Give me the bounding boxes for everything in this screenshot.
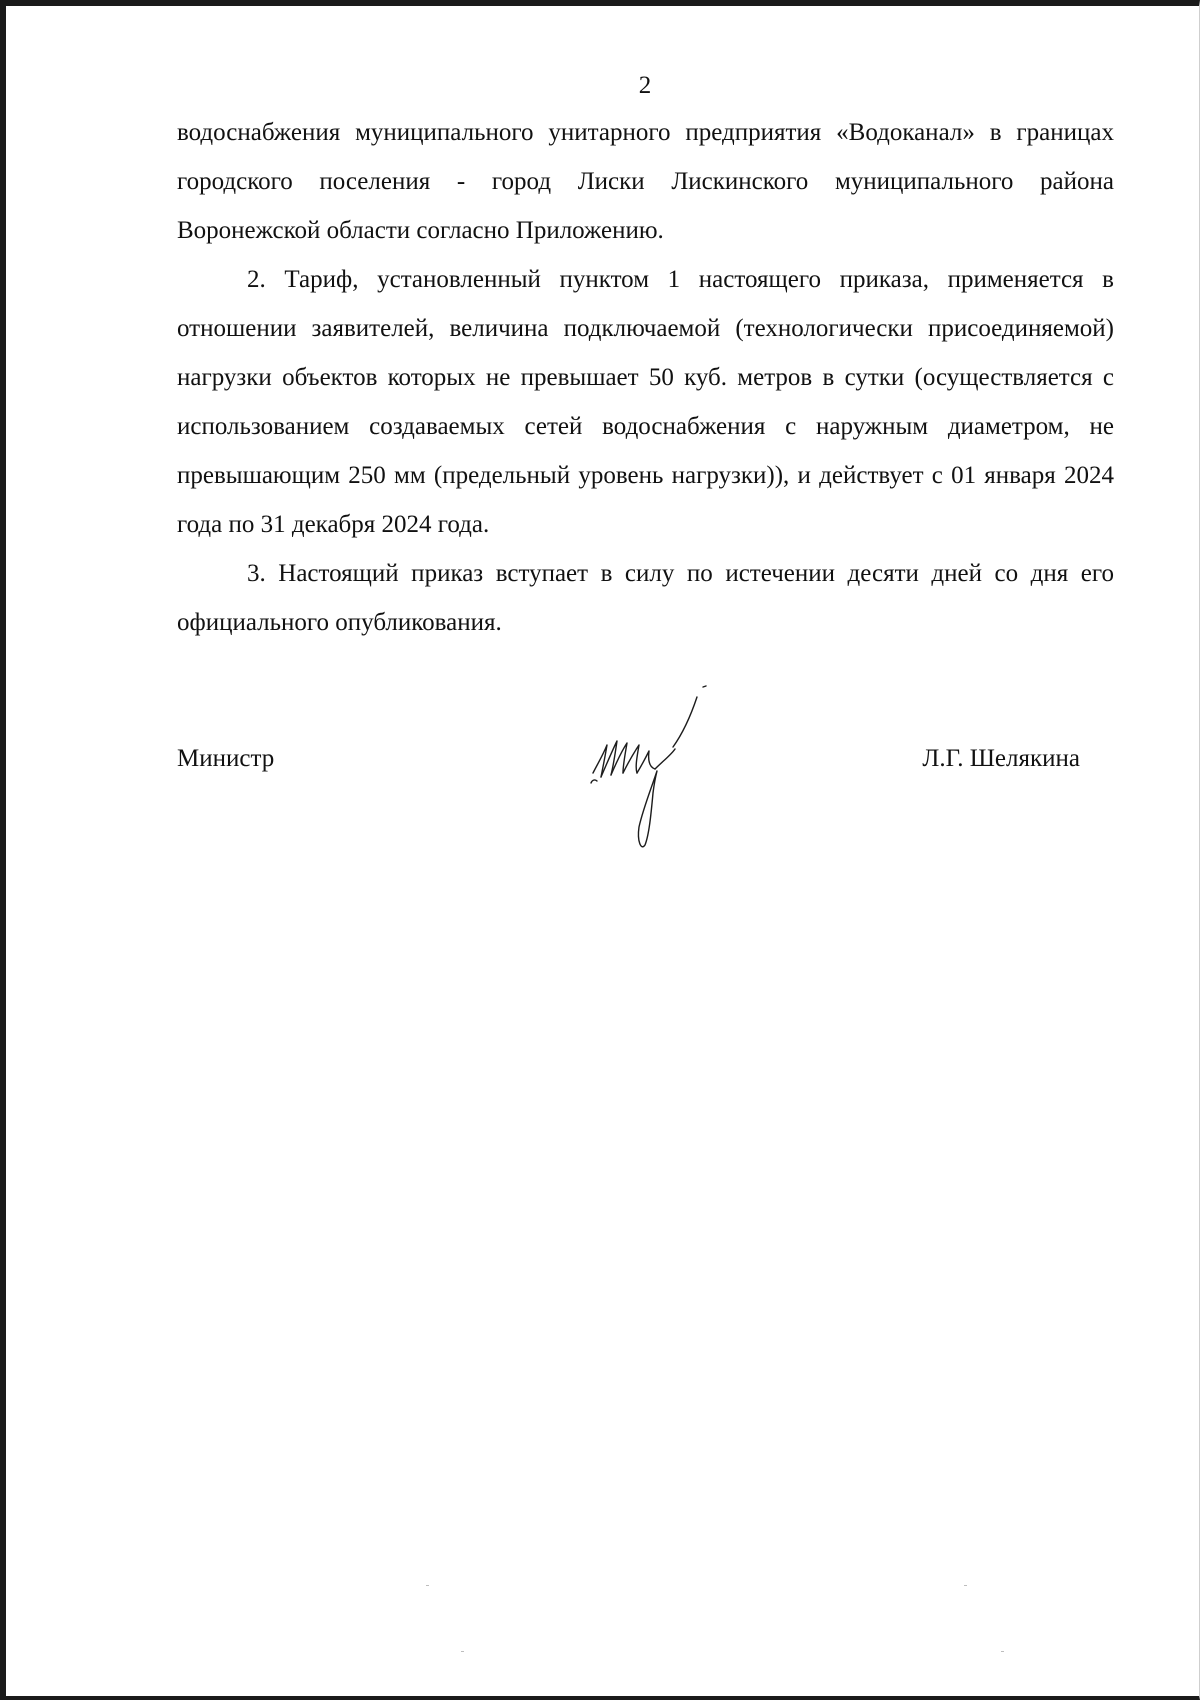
page-number: 2: [638, 72, 652, 99]
scan-speck: [964, 1585, 967, 1586]
scan-speck: [1001, 1651, 1004, 1652]
paragraph-3: 3. Настоящий приказ вступает в силу по истечении десяти дней со дня его официального опубликования.: [177, 560, 1114, 636]
document-body: [177, 108, 1114, 647]
scan-speck: [426, 1585, 429, 1586]
scan-speck: [461, 1651, 464, 1652]
signer-title: Министр: [177, 745, 275, 772]
signer-name: Л.Г. Шелякина: [922, 745, 1080, 772]
handwritten-signature: [585, 685, 715, 860]
paragraph-continuation: водоснабжения муниципального унитарного предприятия «Водоканал» в границах городского поселения - город Лиски Лискинского муниципального района Воронежской области согласно Приложению.: [177, 119, 1114, 244]
paragraph-2: 2. Тариф, установленный пунктом 1 настоящего приказа, применяется в отношении заявителей, величина подключаемой (технологически присоединяемой) нагрузки объектов которых не превышает 50 куб. метров в сутки (осуществляется с использованием создаваемых сетей водоснабжения с наружным диаметром, не превышающим 250 мм (предельный уровень нагрузки)), и действует с 01 января 2024 года по 31 декабря 2024 года.: [177, 266, 1114, 538]
